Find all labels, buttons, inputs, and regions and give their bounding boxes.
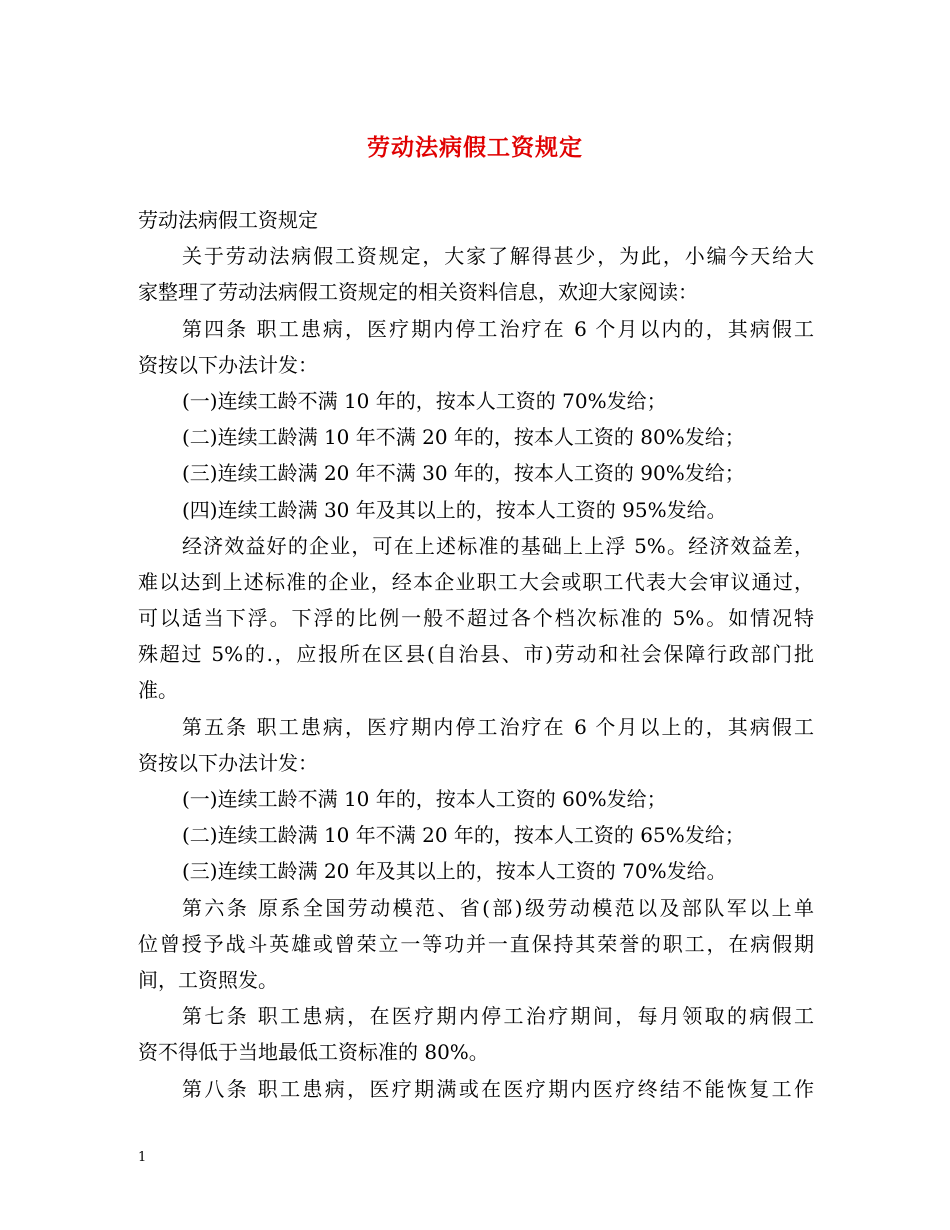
text-line: 经济效益好的企业，可在上述标准的基础上上浮 5%。经济效益差， — [182, 533, 814, 558]
page-number: 1 — [138, 1150, 147, 1165]
text-line: (一)连续工龄不满 10 年的，按本人工资的 70%发给； — [182, 388, 667, 413]
text-line: (一)连续工龄不满 10 年的，按本人工资的 60%发给； — [182, 787, 667, 811]
text-line: 家整理了劳动法病假工资规定的相关资料信息，欢迎大家阅读： — [138, 280, 698, 305]
text-line: 第八条 职工患病，医疗期满或在医疗期内医疗终结不能恢复工作 — [182, 1076, 814, 1101]
text-line: 资不得低于当地最低工资标准的 80%。 — [138, 1040, 489, 1065]
text-line: 关于劳动法病假工资规定，大家了解得甚少，为此，小编今天给大 — [182, 244, 814, 269]
text-line: 间，工资照发。 — [138, 967, 278, 992]
text-line: 难以达到上述标准的企业，经本企业职工大会或职工代表大会审议通过， — [138, 569, 814, 594]
text-line: 可以适当下浮。下浮的比例一般不超过各个档次标准的 5%。如情况特 — [138, 606, 814, 631]
text-line: 第五条 职工患病，医疗期内停工治疗在 6 个月以上的，其病假工 — [182, 714, 814, 739]
text-line: 劳动法病假工资规定 — [138, 208, 318, 232]
text-line: 第七条 职工患病，在医疗期内停工治疗期间，每月领取的病假工 — [182, 1004, 814, 1029]
text-line: 第六条 原系全国劳动模范、省(部)级劳动模范以及部队军以上单 — [182, 895, 814, 920]
text-line: (四)连续工龄满 30 年及其以上的，按本人工资的 95%发给。 — [182, 497, 727, 522]
document-title: 劳动法病假工资规定 — [367, 134, 583, 161]
text-line: (三)连续工龄满 20 年及其以上的，按本人工资的 70%发给。 — [182, 859, 727, 884]
text-line: 资按以下办法计发： — [138, 750, 318, 775]
text-line: 准。 — [138, 678, 178, 703]
text-line: 资按以下办法计发： — [138, 352, 318, 377]
text-line: (二)连续工龄满 10 年不满 20 年的，按本人工资的 65%发给； — [182, 823, 745, 848]
text-line: (三)连续工龄满 20 年不满 30 年的，按本人工资的 90%发给； — [182, 461, 745, 486]
text-line: 殊超过 5%的.，应报所在区县(自治县、市)劳动和社会保障行政部门批 — [138, 642, 814, 667]
text-line: 位曾授予战斗英雄或曾荣立一等功并一直保持其荣誉的职工，在病假期 — [138, 931, 814, 956]
text-line: 第四条 职工患病，医疗期内停工治疗在 6 个月以内的，其病假工 — [182, 316, 814, 341]
document-body — [138, 202, 814, 1107]
text-line: (二)连续工龄满 10 年不满 20 年的，按本人工资的 80%发给； — [182, 425, 745, 450]
